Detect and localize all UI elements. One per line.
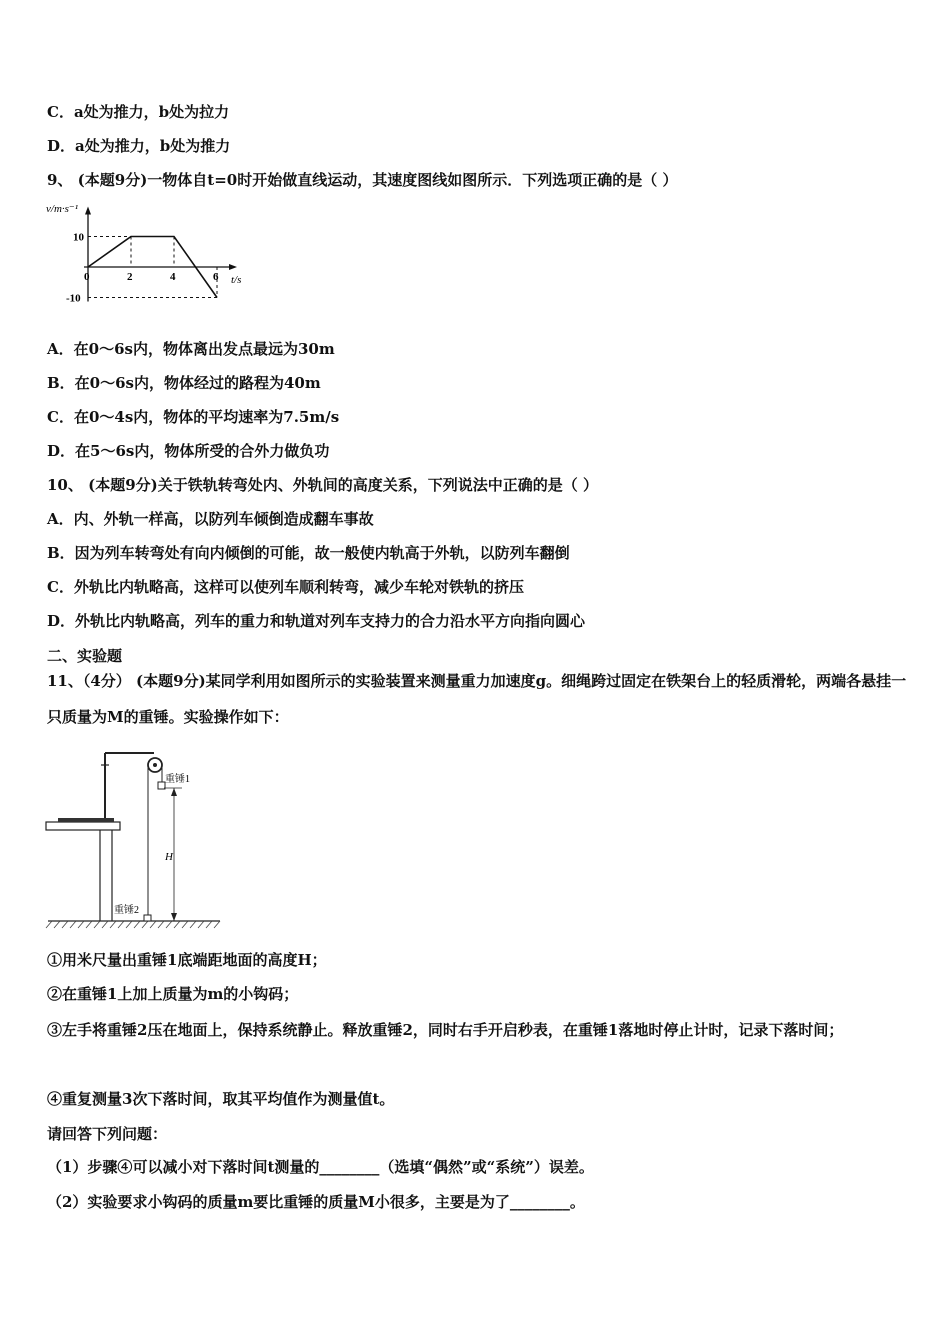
y-axis-label: v/m·s⁻¹ [46,203,79,215]
q8-option-d: D．a处为推力，b处为推力 [47,137,231,155]
q11-ask: 请回答下列问题： [47,1125,168,1143]
q11-step-3: ③左手将重锤2压在地面上，保持系统静止。释放重锤2，同时右手开启秒表，在重锤1落地时停止计时，记录下落时间； [47,1021,844,1039]
x-tick-label-0: 0 [84,271,90,283]
q11-step-2: ②在重锤1上加上质量为m的小钩码； [47,985,299,1003]
q9-option-a: A．在0～6s内，物体离出发点最远为30m [47,340,335,358]
x-axis-label: t/s [231,274,242,286]
q11-sub-1: （1）步骤④可以减小对下落时间t测量的________（选填“偶然”或“系统”）误差。 [47,1158,594,1176]
q10-option-b: B．因为列车转弯处有向内倾倒的可能，故一般使内轨高于外轨，以防列车翻倒 [47,544,570,562]
velocity-time-chart [40,198,270,310]
y-tick-label-10: 10 [73,231,84,244]
x-axis-arrow [229,264,237,270]
y-axis-arrow [85,207,91,215]
weight-2 [144,915,151,921]
x-tick-label-4: 4 [170,271,176,283]
q10-option-d: D．外轨比内轨略高，列车的重力和轨道对列车支持力的合力沿水平方向指向圆心 [47,612,586,630]
x-tick-label-6: 6 [213,271,219,283]
q9-stem: 9、 (本题9分)一物体自t=0时开始做直线运动，其速度图线如图所示．下列选项正确的是（ ） [47,171,678,189]
atwood-machine-figure [44,725,224,930]
q8-option-c: C．a处为推力，b处为拉力 [47,103,230,121]
label-weight-2: 重锤2 [114,905,139,916]
q9-option-b: B．在0～6s内，物体经过的路程为40m [47,374,321,392]
section-title: 二、实验题 [47,647,123,665]
label-height: H [165,851,173,863]
q10-option-a: A．内、外轨一样高，以防列车倾倒造成翻车事故 [47,510,374,528]
x-tick-label-2: 2 [127,271,133,283]
weight-1 [158,782,165,789]
q11-stem: 11、（4分） (本题9分)某同学利用如图所示的实验装置来测量重力加速度g。细绳跨过固定在铁架台上的轻质滑轮，两端各悬挂一只质量为M的重锤。实验操作如下： [47,672,907,726]
q9-option-d: D．在5～6s内，物体所受的合外力做负功 [47,442,330,460]
q10-option-c: C．外轨比内轨略高，这样可以使列车顺利转弯，减少车轮对铁轨的挤压 [47,578,524,596]
label-weight-1: 重锤1 [165,774,190,785]
q10-stem: 10、 (本题9分)关于铁轨转弯处内、外轨间的高度关系，下列说法中正确的是（ ） [47,476,598,494]
q11-step-4: ④重复测量3次下落时间，取其平均值作为测量值t。 [47,1090,395,1108]
q11-sub-2: （2）实验要求小钩码的质量m要比重锤的质量M小很多，主要是为了________。 [47,1193,585,1211]
q11-step-1: ①用米尺量出重锤1底端距地面的高度H； [47,951,327,969]
q9-option-c: C．在0～4s内，物体的平均速率为7.5m/s [47,408,340,426]
y-tick-label--10: -10 [66,292,81,305]
